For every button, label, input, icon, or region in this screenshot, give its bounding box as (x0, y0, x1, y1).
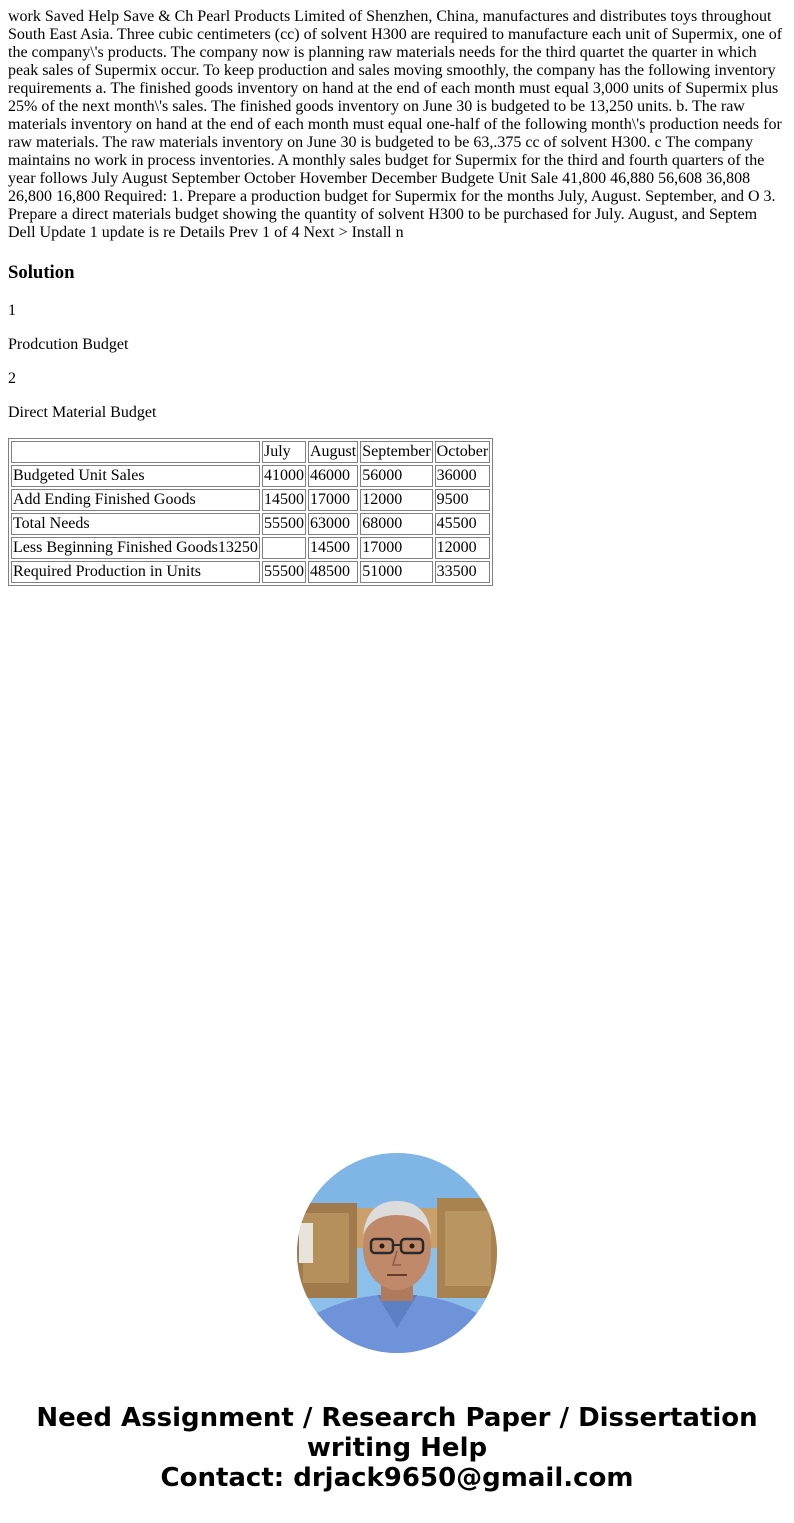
solution-item-1-label: Prodcution Budget (8, 336, 129, 353)
table-row-label: Total Needs (11, 513, 260, 535)
table-cell: 41000 (262, 465, 306, 487)
table-cell (262, 537, 306, 559)
solution-item-2-label: Direct Material Budget (8, 404, 157, 421)
table-header-cell: October (435, 441, 491, 463)
solution-item-1-number: 1 (8, 302, 16, 319)
table-cell: 56000 (360, 465, 432, 487)
table-cell (11, 441, 260, 463)
page-content (0, 0, 794, 586)
table-row (11, 489, 490, 511)
table-cell: 36000 (435, 465, 491, 487)
table-cell: 45500 (435, 513, 491, 535)
table-cell: 48500 (308, 561, 358, 583)
table-cell: 9500 (435, 489, 491, 511)
table-row-label: Add Ending Finished Goods (11, 489, 260, 511)
table-cell: 33500 (435, 561, 491, 583)
solution-item-2-number: 2 (8, 370, 16, 387)
table-row (11, 537, 490, 559)
question-text: work Saved Help Save & Ch Pearl Products Limited of Shenzhen, China, manufactures and distributes toys throughout South East Asia. Three cubic centimeters (cc) of solvent H300 are required to manufacture each unit of Supermix, one of the company\'s products. The company now is planning raw materials needs for the third quartet the quarter in which peak sales of Supermix occur. To keep production and sales moving smoothly, the company has the following inventory requirements a. The finished goods inventory on hand at the end of each month must equal 3,000 units of Supermix plus 25% of the next month\'s sales. The finished goods inventory on June 30 is budgeted to be 13,250 units. b. The raw materials inventory on hand at the end of each month must equal one-half of the following month\'s production needs for raw materials. The raw materials inventory on June 30 is budgeted to be 63,.375 cc of solvent H300. c The company maintains no work in process inventories. A monthly sales budget for Supermix for the third and fourth quarters of the year follows July August September October Hovember December Budgete Unit Sale 41,800 46,880 56,608 36,808 26,800 16,800 Required: 1. Prepare a production budget for Supermix for the months July, August. September, and O 3. Prepare a direct materials budget showing the quantity of solvent H300 to be purchased for July. August, and Septem Dell Update 1 update is re Details Prev 1 of 4 Next > Install n (8, 8, 783, 241)
table-cell: 17000 (308, 489, 358, 511)
table-row-label: Less Beginning Finished Goods13250 (11, 537, 260, 559)
table-cell: 14500 (262, 489, 306, 511)
promo-line-2: writing Help (306, 1433, 488, 1463)
promo-line-1: Need Assignment / Research Paper / Dissertation (36, 1403, 758, 1433)
promo-contact: Contact: drjack9650@gmail.com (160, 1463, 634, 1493)
table-cell: 12000 (435, 537, 491, 559)
table-row-label: Required Production in Units (11, 561, 260, 583)
table-cell: 55500 (262, 561, 306, 583)
table-cell: 51000 (360, 561, 432, 583)
table-row (11, 561, 490, 583)
table-row (11, 465, 490, 487)
table-header-row (11, 441, 490, 463)
table-cell: 14500 (308, 537, 358, 559)
table-cell: 63000 (308, 513, 358, 535)
solution-heading: Solution (8, 262, 75, 283)
table-cell: 12000 (360, 489, 432, 511)
avatar-portrait-image (297, 1153, 497, 1353)
table-header-cell: August (308, 441, 358, 463)
table-header-cell: July (262, 441, 306, 463)
production-budget-table (8, 438, 493, 586)
table-cell: 55500 (262, 513, 306, 535)
table-header-cell: September (360, 441, 432, 463)
promo-banner (0, 1403, 794, 1493)
table-row (11, 513, 490, 535)
table-cell: 17000 (360, 537, 432, 559)
table-cell: 46000 (308, 465, 358, 487)
table-row-label: Budgeted Unit Sales (11, 465, 260, 487)
avatar (297, 1153, 497, 1353)
table-cell: 68000 (360, 513, 432, 535)
